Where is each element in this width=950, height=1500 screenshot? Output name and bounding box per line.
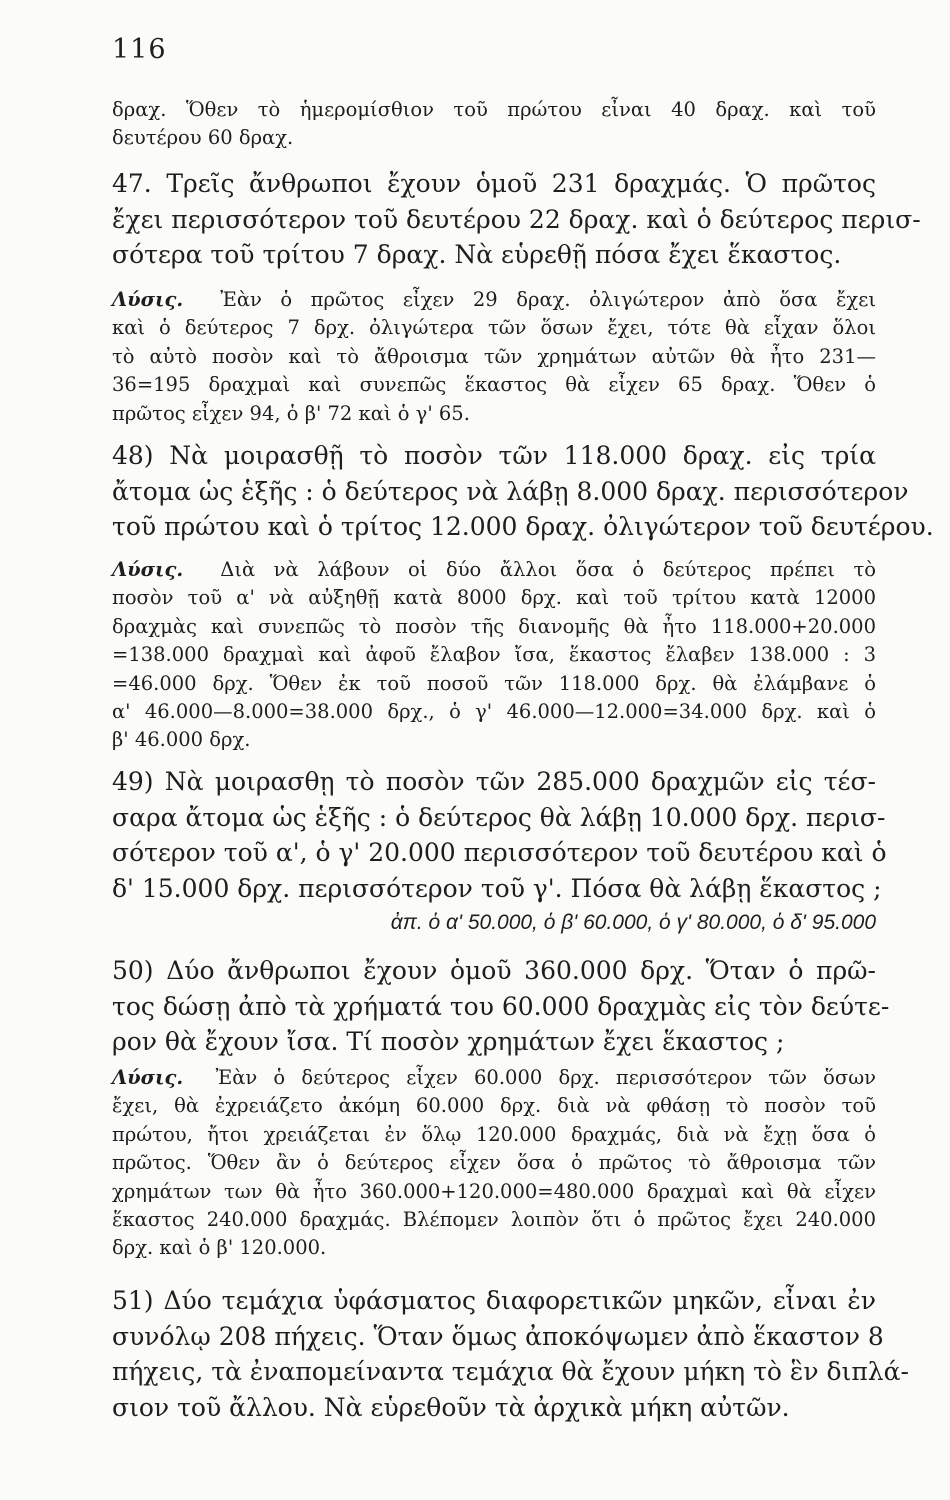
text-line: α' 46.000—8.000=38.000 δρχ., ὁ γ' 46.000—12.000=34.000 δρχ. καὶ ὁ <box>112 699 876 723</box>
answer-49: ἀπ. ὁ α' 50.000, ὁ β' 60.000, ὁ γ' 80.000, ὁ δ' 95.000 <box>390 911 876 934</box>
text-line: χρημάτων των θὰ ἦτο 360.000+120.000=480.000 δραχμαὶ καὶ θὰ εἶχεν <box>112 1179 876 1203</box>
text-line: πήχεις, τὰ ἐναπομείναντα τεμάχια θὰ ἔχουν μήκη τὸ ἓν διπλά- <box>112 1357 909 1386</box>
text-line: ἕκαστος 240.000 δραχμάς. Βλέπομεν λοιπὸν ὅτι ὁ πρῶτος ἔχει 240.000 <box>112 1207 876 1231</box>
text-line: =46.000 δρχ. Ὅθεν ἐκ τοῦ ποσοῦ τῶν 118.000 δρχ. θὰ ἐλάμβανε ὁ <box>112 671 876 695</box>
text-line: συνόλῳ 208 πήχεις. Ὅταν ὅμως ἀποκόψωμεν ἀπὸ ἕκαστον 8 <box>112 1321 884 1351</box>
solution-label: Λύσις. <box>112 1066 184 1089</box>
text-line: τὸ αὐτὸ ποσὸν καὶ τὸ ἄθροισμα τῶν χρημάτων αὐτῶν θὰ ἦτο 231— <box>112 344 876 368</box>
problem-49 <box>112 764 887 906</box>
text-line: σαρα ἄτομα ὡς ἑξῆς : ὁ δεύτερος θὰ λάβῃ 10.000 δρχ. περισ- <box>112 802 886 832</box>
text-line: πρώτου, ἤτοι χρειάζεται ἐν ὅλῳ 120.000 δραχμάς, διὰ νὰ ἔχῃ ὅσα ὁ <box>112 1122 876 1146</box>
text-line: ἔχει περισσότερον τοῦ δευτέρου 22 δραχ. καὶ ὁ δεύτερος περισ- <box>112 204 921 234</box>
text-line: 51) Δύο τεμάχια ὑφάσματος διαφορετικῶν μηκῶν, εἶναι ἐν <box>112 1286 876 1315</box>
text-line: 47. Τρεῖς ἄνθρωποι ἔχουν ὁμοῦ 231 δραχμάς. Ὁ πρῶτος <box>112 169 876 198</box>
text-line: ποσὸν τοῦ α' νὰ αὐξηθῇ κατὰ 8000 δρχ. καὶ τοῦ τρίτου κατὰ 12000 <box>112 586 876 610</box>
solution-text: Ἐὰν ὁ πρῶτος εἶχεν 29 δραχ. ὀλιγώτερον ἀπὸ ὅσα ἔχει <box>220 288 876 311</box>
text-line: καὶ ὁ δεύτερος 7 δρχ. ὀλιγώτερα τῶν ὅσων ἔχει, τότε θὰ εἶχαν ὅλοι <box>112 316 876 340</box>
text-line: σιον τοῦ ἄλλου. Νὰ εὑρεθοῦν τὰ ἀρχικὰ μήκη αὐτῶν. <box>112 1392 790 1422</box>
text-line: 36=195 δραχμαὶ καὶ συνεπῶς ἕκαστος θὰ εἶχεν 65 δραχ. Ὅθεν ὁ <box>112 373 876 397</box>
solution-label: Λύσις. <box>112 558 184 581</box>
solution-text: Ἐὰν ὁ δεύτερος εἶχεν 60.000 δρχ. περισσότερον τῶν ὅσων <box>215 1066 876 1089</box>
problem-47 <box>112 166 921 273</box>
solution-48 <box>112 556 876 755</box>
text-line: β' 46.000 δρχ. <box>112 728 251 752</box>
problem-50 <box>112 953 890 1060</box>
problem-51 <box>112 1283 909 1425</box>
solution-47 <box>112 286 876 428</box>
text-line: δευτέρου 60 δραχ. <box>112 126 294 150</box>
text-line: σότερα τοῦ τρίτου 7 δραχ. Νὰ εὑρεθῇ πόσα ἔχει ἕκαστος. <box>112 240 842 269</box>
page-number: 116 <box>112 34 167 65</box>
solution-50 <box>112 1064 876 1263</box>
text-line: 50) Δύο ἄνθρωποι ἔχουν ὁμοῦ 360.000 δρχ. Ὅταν ὁ πρῶ- <box>112 956 876 985</box>
text-line: ἄτομα ὡς ἑξῆς : ὁ δεύτερος νὰ λάβῃ 8.000 δραχ. περισσότερον <box>112 476 909 506</box>
continuation-paragraph <box>112 96 876 153</box>
problem-48 <box>112 438 934 545</box>
text-line: δραχμὰς καὶ συνεπῶς τὸ ποσὸν τῆς διανομῆς θὰ ἦτο 118.000+20.000 <box>112 614 876 638</box>
text-line: τος δώσῃ ἀπὸ τὰ χρήματά του 60.000 δραχμὰς εἰς τὸν δεύτε- <box>112 991 890 1021</box>
text-line: δραχ. Ὅθεν τὸ ἡμερομίσθιον τοῦ πρώτου εἶναι 40 δραχ. καὶ τοῦ <box>112 98 876 121</box>
text-line: τοῦ πρώτου καὶ ὁ τρίτος 12.000 δραχ. ὀλιγώτερον τοῦ δευτέρου. <box>112 512 934 541</box>
text-line: ἔχει, θὰ ἐχρειάζετο ἀκόμη 60.000 δρχ. διὰ νὰ φθάσῃ τὸ ποσὸν τοῦ <box>112 1094 876 1118</box>
text-line <box>112 286 876 314</box>
text-line: 49) Νὰ μοιρασθῃ τὸ ποσὸν τῶν 285.000 δραχμῶν εἰς τέσ- <box>112 767 876 796</box>
text-line: ρον θὰ ἔχουν ἴσα. Τί ποσὸν χρημάτων ἔχει ἕκαστος ; <box>112 1027 785 1056</box>
text-line: δ' 15.000 δρχ. περισσότερον τοῦ γ'. Πόσα θὰ λάβῃ ἕκαστος ; <box>112 873 882 903</box>
text-line <box>112 556 876 584</box>
text-line: πρῶτος. Ὅθεν ἂν ὁ δεύτερος εἶχεν ὅσα ὁ πρῶτος τὸ ἄθροισμα τῶν <box>112 1151 876 1175</box>
text-line <box>112 1064 876 1092</box>
text-line: σότερον τοῦ α', ὁ γ' 20.000 περισσότερον τοῦ δευτέρου καὶ ὁ <box>112 838 887 867</box>
text-line: πρῶτος εἶχεν 94, ὁ β' 72 καὶ ὁ γ' 65. <box>112 401 470 425</box>
solution-text: Διὰ νὰ λάβουν οἱ δύο ἄλλοι ὅσα ὁ δεύτερος πρέπει τὸ <box>220 558 876 581</box>
text-line: =138.000 δραχμαὶ καὶ ἀφοῦ ἔλαβον ἴσα, ἕκαστος ἔλαβεν 138.000 : 3 <box>112 643 876 667</box>
text-line: 48) Νὰ μοιρασθῇ τὸ ποσὸν τῶν 118.000 δραχ. εἰς τρία <box>112 441 876 470</box>
solution-label: Λύσις. <box>112 288 184 311</box>
text-line: δρχ. καὶ ὁ β' 120.000. <box>112 1236 327 1260</box>
